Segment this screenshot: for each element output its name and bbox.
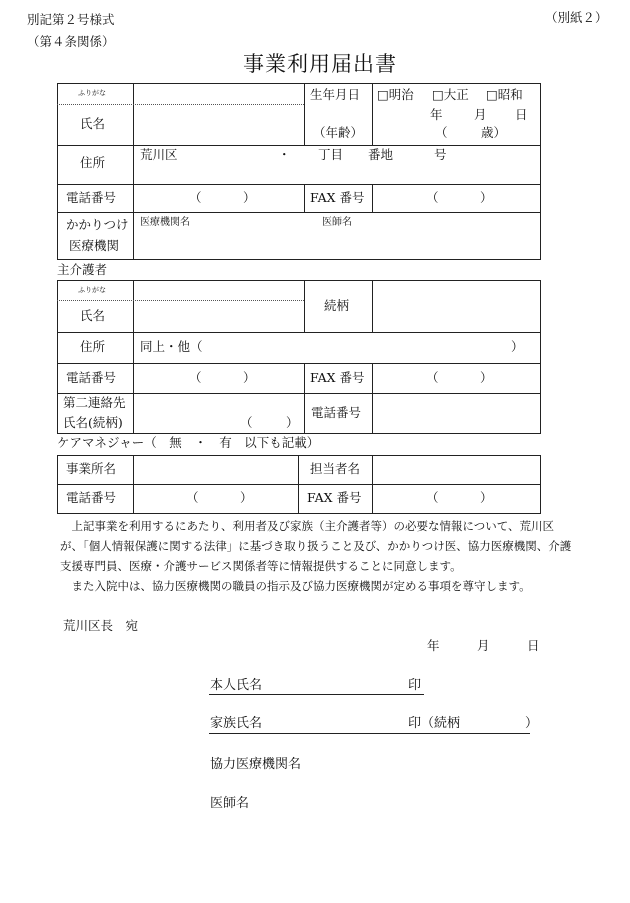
age-suffix: 歳） [481,125,507,140]
caregiver-phone-label: 電話番号 [66,370,117,385]
article-reference: （第４条関係） [27,34,115,49]
cm-phone-close: ） [240,490,253,505]
second-phone-label: 電話番号 [311,405,362,420]
chome-label: 丁目 [318,147,344,162]
name-label: 氏名 [80,116,106,131]
cm-phone-open: （ [186,490,199,505]
doctor-label: 医師名 [210,796,250,811]
month-label: 月 [474,107,487,122]
cm-fax-close: ） [480,490,493,505]
person-in-charge-label: 担当者名 [310,461,361,476]
address-ward: 荒川区 [140,147,178,162]
office-name-label: 事業所名 [66,461,117,476]
care-manager-phone-label: 電話番号 [66,490,117,505]
day-label: 日 [515,107,528,122]
caregiver-fax-label: FAX 番号 [310,370,365,385]
family-name-label: 家族氏名 [210,716,263,731]
phone-label: 電話番号 [66,190,117,205]
year-label: 年 [430,107,443,122]
fax-close-paren: ） [480,190,493,205]
fax-label: FAX 番号 [310,190,365,205]
address-label: 住所 [80,155,106,170]
family-seal: 印（続柄 ） [408,716,539,731]
physician-name-label: 医師名 [322,217,352,228]
date-line: 年 月 日 [427,638,540,653]
consent-paragraph-2: また入院中は、協力医療機関の職員の指示及び協力医療機関が定める事項を尊守します。 [71,579,531,593]
relation-label: 続柄 [324,298,350,313]
address-separator: ・ [278,147,291,162]
caregiver-table [57,280,541,434]
family-doctor-label: かかりつけ [66,217,129,232]
care-manager-fax-label: FAX 番号 [307,490,362,505]
second-contact-label: 第二連絡先 [63,395,126,410]
age-label: （年齢） [313,125,364,140]
caregiver-section-title: 主介護者 [57,262,108,277]
era-meiji-checkbox[interactable]: □明治 [377,87,414,102]
family-name-line[interactable] [209,733,530,734]
care-manager-section-title: ケアマネジャー（ 無 ・ 有 以下も記載） [57,435,320,450]
caregiver-address-value: 同上・他（ [140,339,203,354]
family-doctor-label-2: 医療機関 [69,238,120,253]
attachment-label: （別紙２） [545,10,608,25]
age-open-paren: （ [435,125,448,140]
consent-paragraph: 上記事業を利用するにあたり、利用者及び家族（主介護者等）の必要な情報について、荒川区が、「個人情報保護に関する法律」に基づき取り扱うこと及び、かかりつけ医、協力医療機関、介護支援専門員、医療・介護サービス関係者等に情報提供することに同意します。 [60,519,572,573]
fax-open-paren: （ [426,190,439,205]
go-label: 号 [434,147,447,162]
name-field[interactable] [137,104,300,142]
second-contact-open: （ [240,415,253,430]
phone-close-paren: ） [243,190,256,205]
cm-fax-open: （ [426,490,439,505]
hospital-label: 協力医療機関名 [210,757,302,772]
clinic-name-label: 医療機関名 [140,217,190,228]
birth-date-label: 生年月日 [310,87,361,102]
self-name-label: 本人氏名 [210,678,263,693]
caregiver-phone-close: ） [243,370,256,385]
furigana-label: ふりがな [78,89,106,97]
caregiver-furigana-label: ふりがな [78,286,106,294]
caregiver-fax-open: （ [426,370,439,385]
caregiver-name-label: 氏名 [80,308,106,323]
era-taisho-checkbox[interactable]: □大正 [432,87,469,102]
caregiver-address-label: 住所 [80,339,106,354]
caregiver-fax-close: ） [480,370,493,385]
form-number: 別記第２号様式 [27,12,115,27]
era-showa-checkbox[interactable]: □昭和 [486,87,523,102]
page-title: 事業利用届出書 [243,52,397,76]
phone-open-paren: （ [189,190,202,205]
caregiver-address-close: ） [511,339,524,354]
addressee: 荒川区長 宛 [63,618,139,633]
second-contact-name-label: 氏名(続柄) [63,415,123,430]
self-name-line[interactable] [209,694,424,695]
second-contact-close: ） [286,415,299,430]
caregiver-phone-open: （ [189,370,202,385]
banchi-label: 番地 [368,147,394,162]
self-seal: 印 [408,678,422,693]
